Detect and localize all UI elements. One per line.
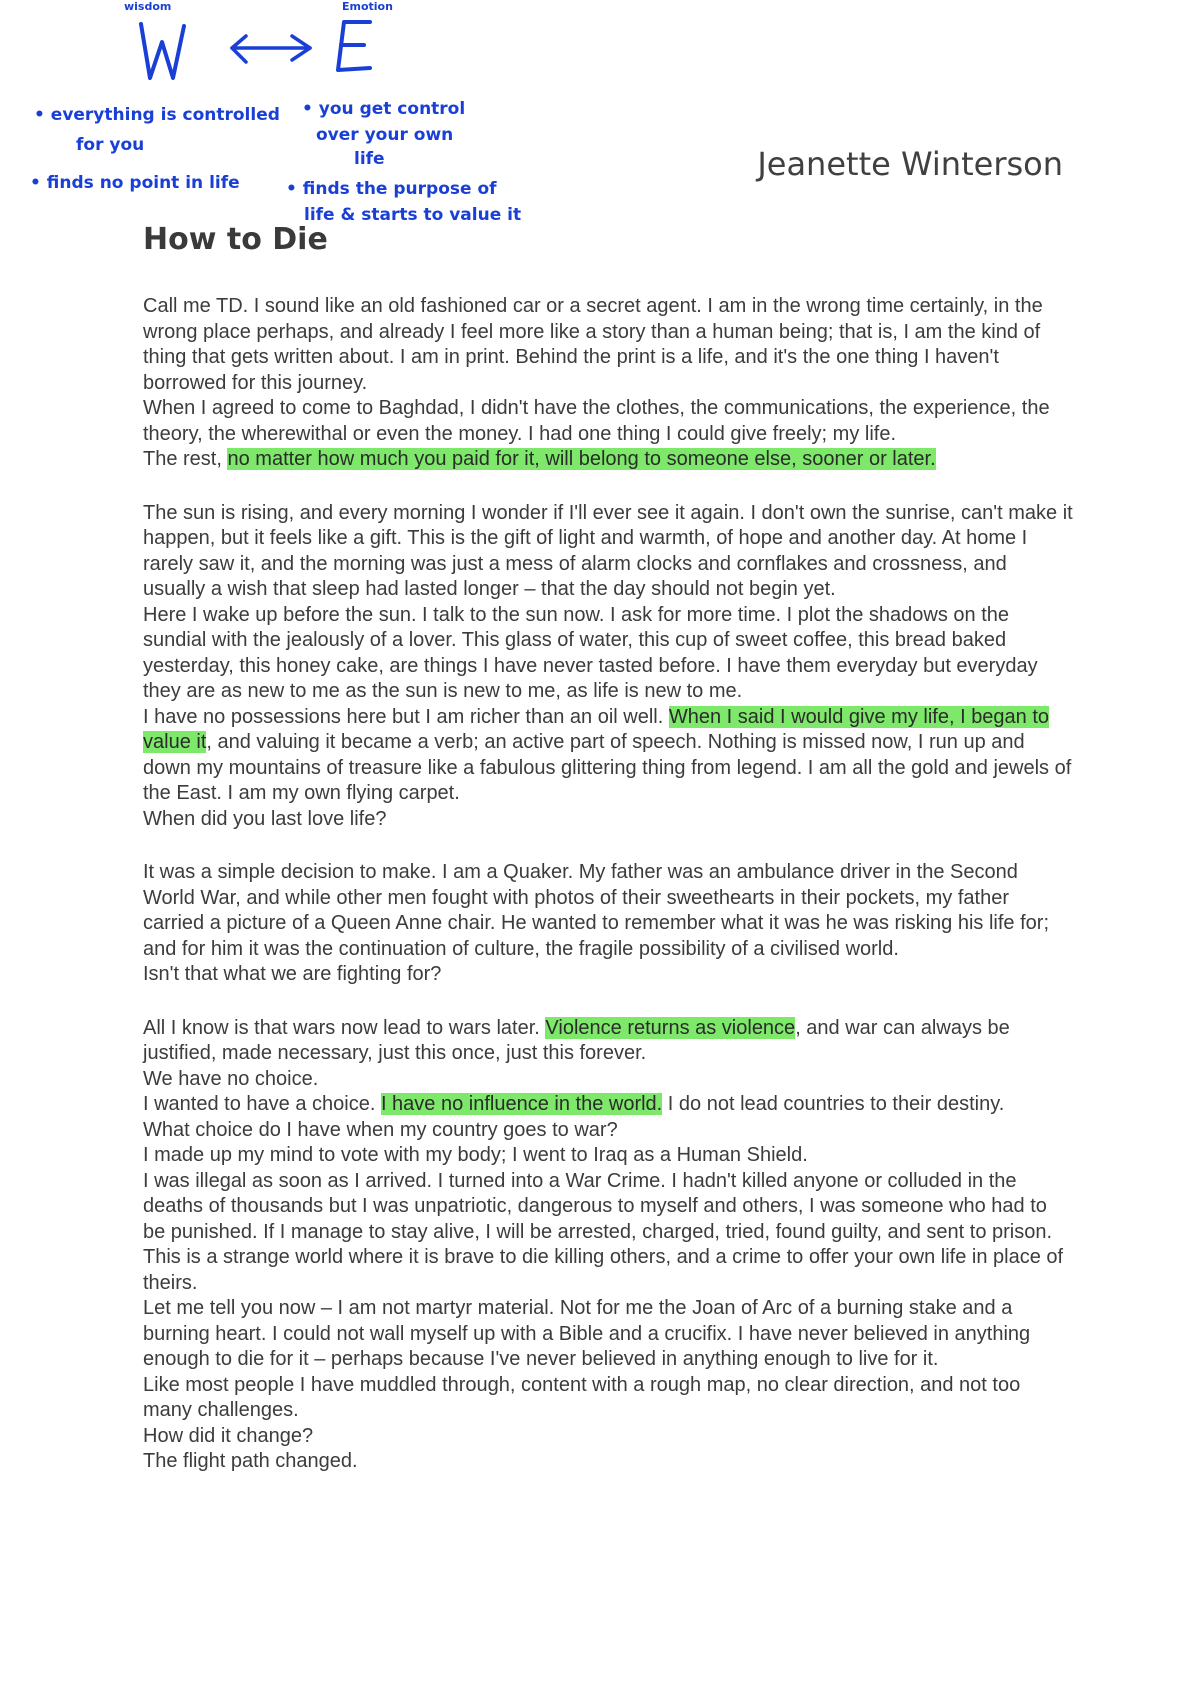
highlighted-text: When I said I would give my life, I began to value it: [143, 705, 1050, 753]
annotation-e-note-5: life & starts to value it: [304, 205, 522, 225]
paragraph: What choice do I have when my country goes to war?: [143, 1118, 618, 1141]
text-run: , and war can always be justified, made necessary, just this once, just this forever.: [143, 1016, 1010, 1064]
annotation-wisdom-label: wisdom: [124, 0, 172, 13]
document-body: [143, 294, 1073, 1475]
annotation-w-note-1: • everything is controlled: [34, 105, 280, 125]
annotation-w-note-2: for you: [76, 135, 145, 155]
paragraph: [143, 705, 1073, 807]
paragraph: [143, 1016, 1073, 1067]
paragraph: Let me tell you now – I am not martyr material. Not for me the Joan of Arc of a burning stake and a burning heart. I could not wall myself up with a Bible and a crucifix. I have never believed in anything enough to die for it – perhaps because I've never believed in anything enough to live for it.: [143, 1297, 1031, 1370]
annotation-e-note-1: • you get control: [302, 99, 466, 119]
paragraph: I was illegal as soon as I arrived. I turned into a War Crime. I hadn't killed anyone or colluded in the deaths of thousands but I was unpatriotic, dangerous to myself and others, I was someone who had to be punished. If I manage to stay alive, I will be arrested, charged, tried, found guilty, and sent to prison. This is a strange world where it is brave to die killing others, and a crime to offer your own life in place of theirs.: [143, 1169, 1064, 1294]
annotation-emotion-label: Emotion: [342, 0, 393, 13]
paragraph: We have no choice.: [143, 1067, 319, 1090]
paragraph: It was a simple decision to make. I am a Quaker. My father was an ambulance driver in the Second World War, and while other men fought with photos of their sweethearts in their pockets, my father carried a picture of a Queen Anne chair. He wanted to remember what it was he was risking his life for; and for him it was the continuation of culture, the fragile possibility of a civilised world.: [143, 861, 1049, 960]
text-run: The rest,: [143, 448, 228, 470]
annotation-e-note-2: over your own: [316, 125, 454, 145]
text-run: All I know is that wars now lead to wars later.: [143, 1016, 546, 1039]
annotation-w-note-3: • finds no point in life: [30, 173, 240, 193]
annotation-e-note-3: life: [354, 149, 385, 169]
text-run: I wanted to have a choice.: [143, 1093, 381, 1115]
paragraph: Here I wake up before the sun. I talk to the sun now. I ask for more time. I plot the shadows on the sundial with the jealously of a lover. This glass of water, this cup of sweet coffee, this bread baked yesterday, this honey cake, are things I have never tasted before. I have them everyday but everyday they are as new to me as the sun is new to me, as life is new to me.: [143, 603, 1038, 702]
highlighted-text: no matter how much you paid for it, will belong to someone else, sooner or later.: [227, 448, 936, 470]
annotation-e-note-4: • finds the purpose of: [286, 179, 497, 199]
paragraph: When I agreed to come to Baghdad, I didn't have the clothes, the communications, the experience, the theory, the wherewithal or even the money. I had one thing I could give freely; my life.: [143, 397, 1050, 445]
page-title: How to Die: [143, 222, 328, 257]
paragraph: When did you last love life?: [143, 807, 387, 830]
paragraph: How did it change?: [143, 1424, 314, 1447]
paragraph: Isn't that what we are fighting for?: [143, 963, 442, 985]
author-name: Jeanette Winterson: [757, 145, 1063, 183]
annotation-w-letter: [138, 20, 186, 82]
highlighted-text: Violence returns as violence: [545, 1016, 796, 1039]
text-run: , and valuing it became a verb; an active part of speech. Nothing is missed now, I run up and down my mountains of treasure like a fabulous glittering thing from legend. I am all the gold and jewels of the East. I am my own flying carpet.: [143, 731, 1072, 804]
annotation-e-letter: [334, 18, 374, 74]
paragraph: [143, 1092, 1073, 1118]
text-run: I do not lead countries to their destiny.: [662, 1093, 1005, 1115]
paragraph: Call me TD. I sound like an old fashioned car or a secret agent. I am in the wrong time certainly, in the wrong place perhaps, and already I feel more like a story than a human being; that is, I am the kind of thing that gets written about. I am in print. Behind the print is a life, and it's the one thing I haven't borrowed for this journey.: [143, 295, 1043, 394]
paragraph: [143, 447, 1073, 473]
paragraph: The sun is rising, and every morning I wonder if I'll ever see it again. I don't own the sunrise, can't make it happen, but it feels like a gift. This is the gift of light and warmth, of hope and another day. At home I rarely saw it, and the morning was just a mess of alarm clocks and cornflakes and crossness, and usually a wish that sleep had lasted longer – that the day should not begin yet.: [143, 501, 1073, 600]
paragraph: I made up my mind to vote with my body; I went to Iraq as a Human Shield.: [143, 1144, 808, 1166]
double-arrow-icon: [226, 28, 316, 68]
highlighted-text: I have no influence in the world.: [380, 1093, 663, 1115]
paragraph: Like most people I have muddled through, content with a rough map, no clear direction, and not too many challenges.: [143, 1373, 1021, 1421]
paragraph: The flight path changed.: [143, 1450, 358, 1472]
text-run: I have no possessions here but I am richer than an oil well.: [143, 705, 669, 728]
